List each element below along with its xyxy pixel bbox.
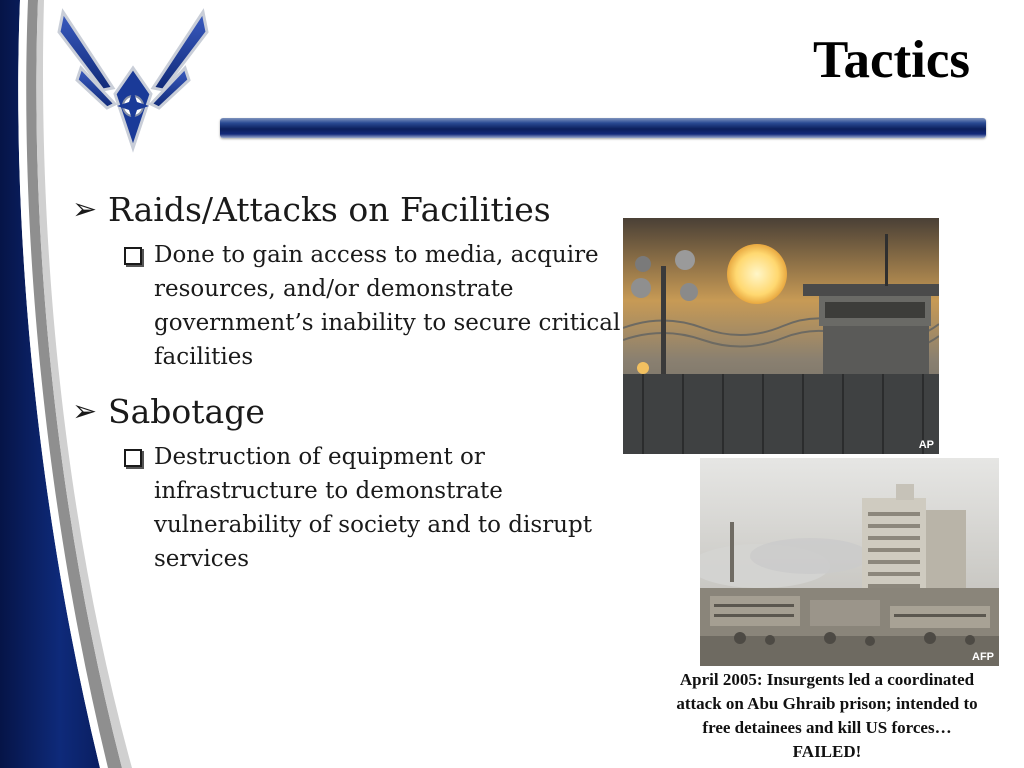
slide-title: Tactics: [812, 31, 970, 89]
checkbox-bullet-icon: [124, 247, 142, 265]
bullet-sabotage: [72, 390, 632, 434]
bullet-heading: Sabotage: [108, 392, 265, 431]
photo-credit: AP: [918, 439, 934, 451]
checkbox-bullet-icon: [124, 449, 142, 467]
prison-watchtower-photo: [623, 218, 939, 454]
sub-bullet-text: Destruction of equipment or infrastructure to demonstrate vulnerability of society and to disrupt services: [154, 444, 592, 572]
sub-bullet-text: Done to gain access to media, acquire resources, and/or demonstrate government’s inability to secure critical facilities: [154, 242, 621, 370]
air-force-emblem-icon: [55, 8, 211, 154]
arrow-bullet-icon: ➢: [72, 394, 98, 429]
bullet-list: [72, 188, 632, 592]
arrow-bullet-icon: ➢: [72, 192, 98, 227]
sub-bullet-sabotage: [122, 440, 624, 576]
watchtower-image: [623, 218, 939, 454]
bullet-heading: Raids/Attacks on Facilities: [108, 190, 551, 229]
photo-caption: April 2005: Insurgents led a coordinated attack on Abu Ghraib prison; intended to free detainees and kill US forces… FAILED!: [676, 670, 978, 761]
skyline-image: [700, 458, 999, 666]
sub-bullet-raids: [122, 238, 624, 374]
photo-credit: AFP: [972, 651, 994, 663]
bullet-raids: [72, 188, 632, 232]
title-underline-bar: [220, 118, 986, 138]
abu-ghraib-skyline-photo: [700, 458, 999, 666]
